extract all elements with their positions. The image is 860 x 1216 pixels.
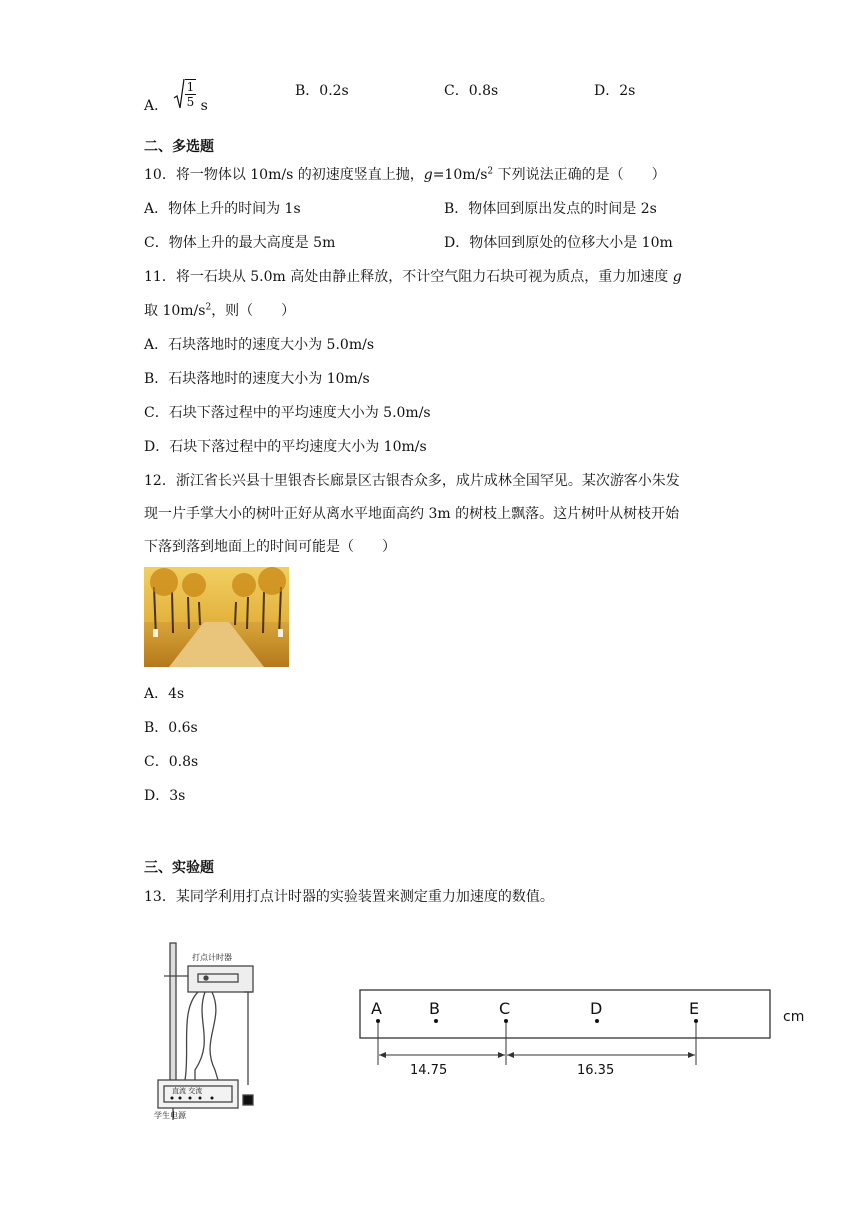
symbol-g: g: [423, 167, 433, 183]
timer-label: 打点计时器: [192, 953, 232, 962]
q9-option-d: D．2s: [594, 83, 636, 99]
section-title-experiment: 三、实验题: [144, 860, 214, 876]
q10-stem: [144, 164, 666, 184]
q12-stem-line2: 现一片手掌大小的树叶正好从离水平地面高约 3m 的树枝上飘落。这片树叶从树枝开始: [144, 506, 680, 522]
symbol-g: g: [672, 269, 682, 285]
stem-text: ，则（ ）: [211, 303, 296, 319]
point-label-a: A: [371, 999, 382, 1018]
stem-text: =10m/s: [432, 167, 488, 183]
q12-option-b: B．0.6s: [144, 720, 198, 736]
q11-option-d: D．石块下落过程中的平均速度大小为 10m/s: [144, 439, 427, 455]
paper-tape-figure: [355, 985, 815, 1085]
stem-text: 11．将一石块从 5.0m 高处由静止释放，不计空气阻力石块可视为质点，重力加速度: [144, 269, 673, 285]
q12-option-c: C．0.8s: [144, 754, 199, 770]
section-title-multi-choice: 二、多选题: [144, 139, 214, 155]
stem-text: 10．将一物体以 10m/s 的初速度竖直上抛，: [144, 167, 424, 183]
q13-stem: 13．某同学利用打点计时器的实验装置来测定重力加速度的数值。: [144, 889, 554, 905]
q10-option-d: D．物体回到原处的位移大小是 10m: [444, 235, 673, 251]
q11-stem-line1: [144, 266, 682, 286]
q12-stem-line3: 下落到落到地面上的时间可能是（ ）: [144, 539, 396, 555]
power-buttons-label: 直流 交流: [172, 1087, 203, 1095]
q12-option-a: A．4s: [144, 686, 185, 702]
q9-option-c: C．0.8s: [444, 83, 499, 99]
q12-stem-line1: 12．浙江省长兴县十里银杏长廊景区古银杏众多，成片成林全国罕见。某次游客小朱发: [144, 473, 680, 489]
ginkgo-avenue-photo: [144, 567, 289, 667]
point-label-c: C: [499, 999, 511, 1018]
unit-label-cm: cm: [783, 1009, 805, 1025]
superscript: 2: [205, 302, 212, 313]
fraction-denominator: 5: [186, 95, 195, 109]
stem-text: 取 10m/s: [144, 303, 206, 319]
q10-option-b: B．物体回到原出发点的时间是 2s: [444, 201, 657, 217]
point-label-e: E: [689, 999, 700, 1018]
point-label-b: B: [429, 999, 440, 1018]
q11-option-a: A．石块落地时的速度大小为 5.0m/s: [144, 337, 375, 353]
q10-option-a: A．物体上升的时间为 1s: [144, 201, 301, 217]
q11-option-c: C．石块下落过程中的平均速度大小为 5.0m/s: [144, 405, 431, 421]
q12-option-d: D．3s: [144, 788, 186, 804]
superscript: 2: [487, 166, 494, 177]
power-supply-label: 学生电源: [154, 1111, 186, 1120]
q11-stem-line2: [144, 300, 295, 320]
fraction: [185, 79, 197, 109]
option-label: A．: [144, 98, 169, 114]
q9-option-a: [144, 78, 208, 115]
ticker-timer-apparatus-figure: [140, 940, 265, 1125]
sqrt-expression: [173, 78, 197, 110]
distance-label-ce: 16.35: [577, 1063, 615, 1078]
point-label-d: D: [590, 999, 603, 1018]
q10-option-c: C．物体上升的最大高度是 5m: [144, 235, 336, 251]
radical-sign-icon: [173, 78, 185, 110]
unit: s: [200, 98, 208, 114]
fraction-numerator: 1: [186, 80, 195, 94]
q11-option-b: B．石块落地时的速度大小为 10m/s: [144, 371, 370, 387]
distance-label-ac: 14.75: [410, 1063, 448, 1078]
stem-text: 下列说法正确的是（ ）: [493, 167, 666, 183]
q9-option-b: B．0.2s: [295, 83, 349, 99]
